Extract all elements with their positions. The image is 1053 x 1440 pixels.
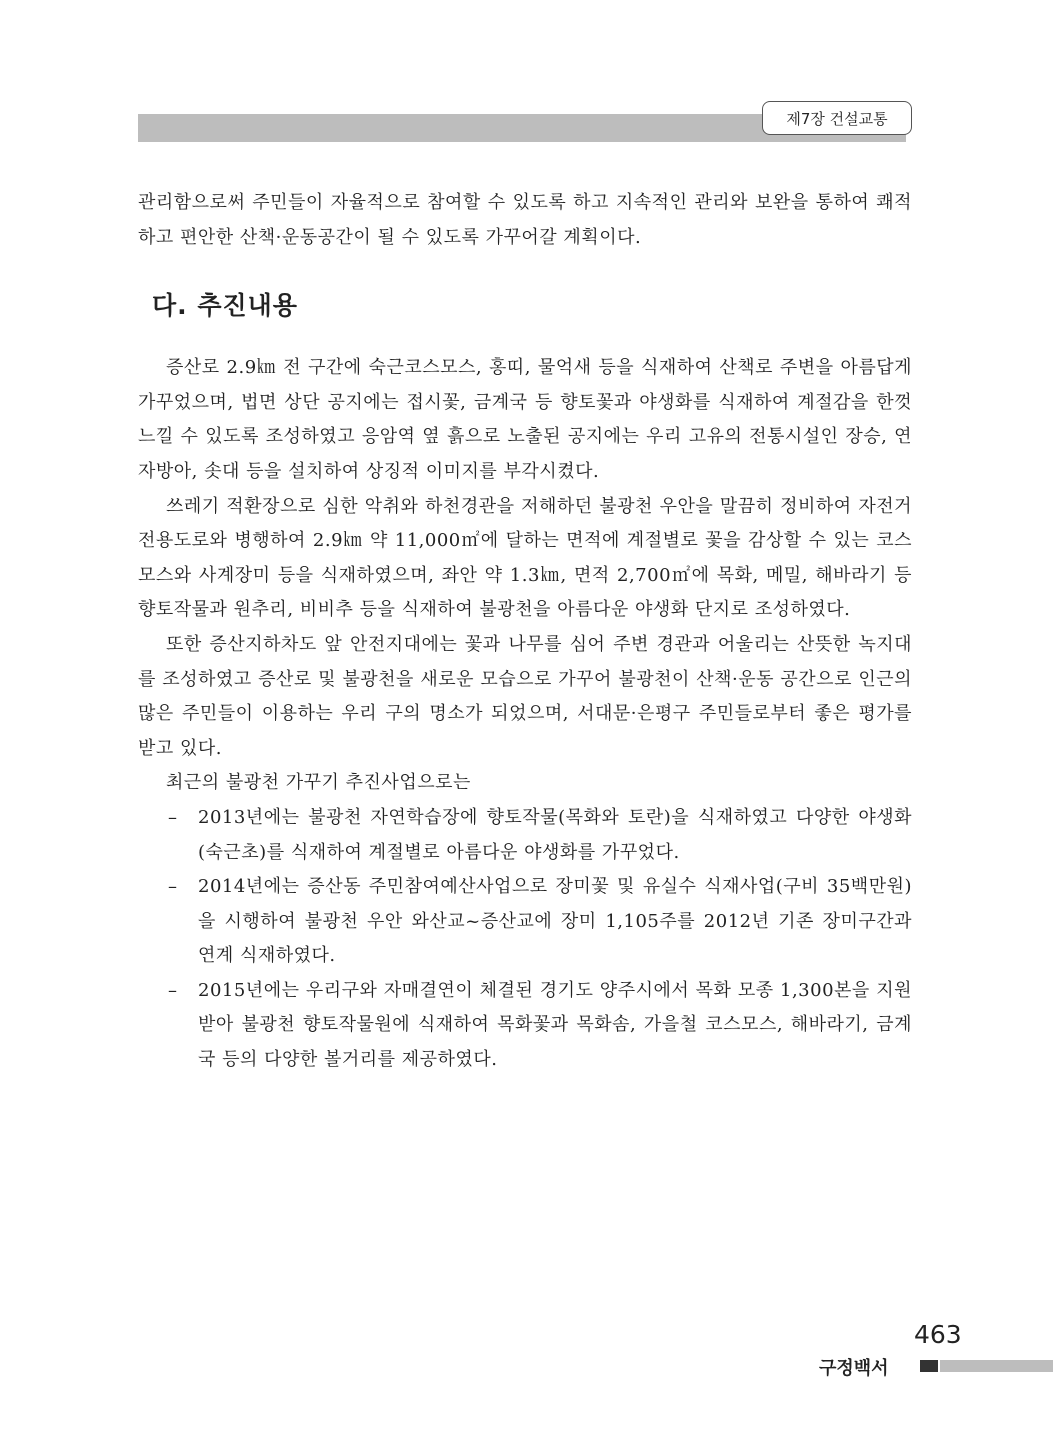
section-title: 다. 추진내용: [152, 291, 298, 321]
body-paragraph: 또한 증산지하차도 앞 안전지대에는 꽃과 나무를 심어 주변 경관과 어울리는 산뜻한 녹지대를 조성하였고 증산로 및 불광천을 새로운 모습으로 가꾸어 불광천이 산책·운동 공간으로 인근의 많은 주민들이 이용하는 우리 구의 명소가 되었으며, 서대문·은평구 주민들로부터 좋은 평가를 받고 있다.: [138, 633, 912, 759]
intro-paragraph: 관리함으로써 주민들이 자율적으로 참여할 수 있도록 하고 지속적인 관리와 보완을 통하여 쾌적하고 편안한 산책·운동공간이 될 수 있도록 가꾸어갈 계획이다.: [138, 192, 912, 248]
list-dash: –: [168, 979, 178, 1001]
body-paragraph: 증산로 2.9㎞ 전 구간에 숙근코스모스, 홍띠, 물억새 등을 식재하여 산책로 주변을 아름답게 가꾸었으며, 법면 상단 공지에는 접시꽃, 금계국 등 향토꽃과 야생화를 식재하여 계절감을 한껏 느낄 수 있도록 조성하였고 응암역 옆 흙으로 노출된 공지에는 우리 고유의 전통시설인 장승, 연자방아, 솟대 등을 설치하여 상징적 이미지를 부각시켰다.: [138, 357, 912, 482]
project-list: [138, 801, 912, 1078]
list-item-text: 2013년에는 불광천 자연학습장에 향토작물(목화와 토란)을 식재하였고 다양한 야생화(숙근초)를 식재하여 계절별로 아름다운 야생화를 가꾸었다.: [198, 806, 912, 863]
book-title: 구정백서: [819, 1358, 889, 1379]
body-paragraph: 쓰레기 적환장으로 심한 악취와 하천경관을 저해하던 불광천 우안을 말끔히 정비하여 자전거 전용도로와 병행하여 2.9㎞ 약 11,000㎡에 달하는 면적에 계절별로 꽃을 감상할 수 있는 코스모스와 사계장미 등을 식재하였으며, 좌안 약 1.3㎞, 면적 2,700㎡에 목화, 메밀, 해바라기 등 향토작물과 원추리, 비비추 등을 식재하여 불광천을 아름다운 야생화 단지로 조성하였다.: [138, 495, 912, 621]
list-item: [138, 870, 912, 974]
page-number: 463: [914, 1320, 962, 1349]
footer-bar: [940, 1360, 1053, 1372]
chapter-tab: [762, 101, 912, 135]
footer-marker: [920, 1360, 938, 1372]
list-dash: –: [168, 876, 178, 898]
list-item: [138, 801, 912, 870]
chapter-label: 제7장 건설교통: [786, 109, 888, 128]
list-item-text: 2014년에는 증산동 주민참여예산사업으로 장미꽃 및 유실수 식재사업(구비 35백만원)을 시행하여 불광천 우안 와산교~증산교에 장미 1,105주를 2012년 기존 장미구간과 연계 식재하였다.: [198, 876, 912, 967]
page-content: [138, 186, 912, 1078]
body-paragraph: 최근의 불광천 가꾸기 추진사업으로는: [166, 772, 471, 794]
list-item: [138, 974, 912, 1078]
list-dash: –: [168, 806, 178, 828]
list-item-text: 2015년에는 우리구와 자매결연이 체결된 경기도 양주시에서 목화 모종 1,300본을 지원받아 불광천 향토작물원에 식재하여 목화꽃과 목화솜, 가을철 코스모스, 해바라기, 금계국 등의 다양한 볼거리를 제공하였다.: [198, 979, 912, 1071]
